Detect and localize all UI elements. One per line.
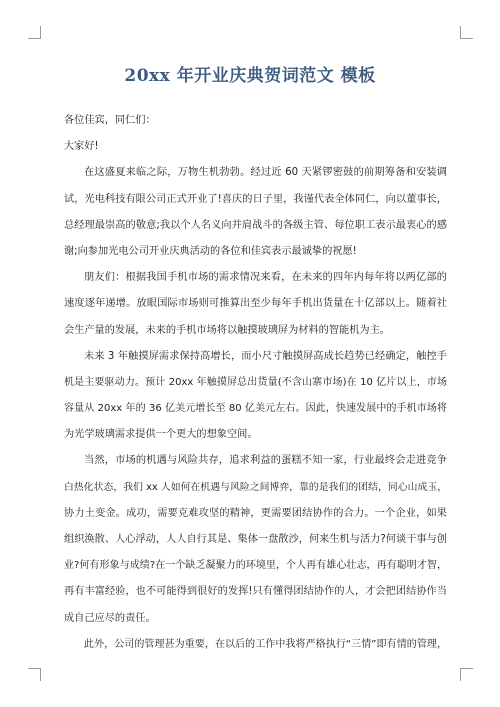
crop-mark-bottom-right [460, 668, 473, 681]
text-line: 当然，市场的机遇与风险共存，追求利益的蛋糕不知一家，行业最终会走进竞争 [84, 455, 447, 467]
text-line: 此外，公司的管理甚为重要，在以后的工作中我将严格执行“三情”即有情的管理， [84, 638, 447, 650]
text-line: 成自己应尽的责任。 [64, 612, 156, 624]
text-line: 再有丰富经验，也不可能得到很好的发挥!只有懂得团结协作的人，才会把团结协作当 [64, 586, 447, 598]
text-line: 各位佳宾，同仁们： [64, 115, 156, 126]
document-body [64, 108, 447, 658]
document-title: 20xx 年开业庆典贺词范文 模板 [124, 66, 376, 86]
text-line: 容量从 20xx 年的 36 亿美元增长至 80 亿美元左右。因此，快速发展中的手机市场将 [64, 403, 447, 415]
text-line: 未来 3 年触摸屏需求保持高增长，而小尺寸触摸屏高成长趋势已经确定，触控手 [84, 350, 447, 362]
crop-mark-top-left [28, 26, 41, 39]
text-line: 白热化状态，我们 xx 人如何在机遇与风险之间博弈，靠的是我们的团结，同心山成玉， [64, 481, 447, 493]
text-line: 协力土变金。成功，需要克难攻坚的精神，更需要团结协作的合力。一个企业，如果 [64, 507, 447, 519]
text-line: 会生产量的发展，未来的手机市场将以触摸玻璃屏为材料的智能机为主。 [64, 324, 390, 336]
text-line: 总经理最崇高的敬意;我以个人名义向并肩战斗的各级主管、每位职工表示最衷心的感 [64, 219, 447, 231]
text-line: 在这盛夏来临之际，万物生机勃勃。经过近 60 天紧锣密鼓的前期筹备和安装调 [84, 167, 447, 179]
crop-mark-bottom-left [28, 668, 41, 681]
text-line: 大家好! [64, 141, 99, 153]
text-line: 试，光电科技有限公司正式开业了!喜庆的日子里，我谨代表全体同仁，向以董事长， [64, 193, 447, 205]
text-line: 朋友们：根据我国手机市场的需求情况来看，在未来的四年内每年将以两亿部的 [84, 272, 447, 284]
crop-mark-top-right [460, 26, 473, 39]
text-line: 组织涣散、人心浮动，人人自行其是、集体一盘散沙，何来生机与活力?何谈干事与创 [64, 534, 447, 545]
text-line: 谢;向参加光电公司开业庆典活动的各位和佳宾表示最诚挚的祝愿! [64, 245, 357, 257]
text-line: 机是主要驱动力。预计 20xx 年触摸屏总出货量(不含山寨市场)在 10 亿片以上，市场 [64, 376, 447, 388]
text-line: 速度逐年递增。放眼国际市场则可推算出至少每年手机出货量在十亿部以上。随着社 [64, 298, 447, 310]
text-line: 业?何有形象与成绩?在一个缺乏凝聚力的环境里，个人再有雄心壮志，再有聪明才智， [64, 560, 447, 572]
text-line: 为光学玻璃需求提供一个更大的想象空间。 [64, 429, 258, 441]
